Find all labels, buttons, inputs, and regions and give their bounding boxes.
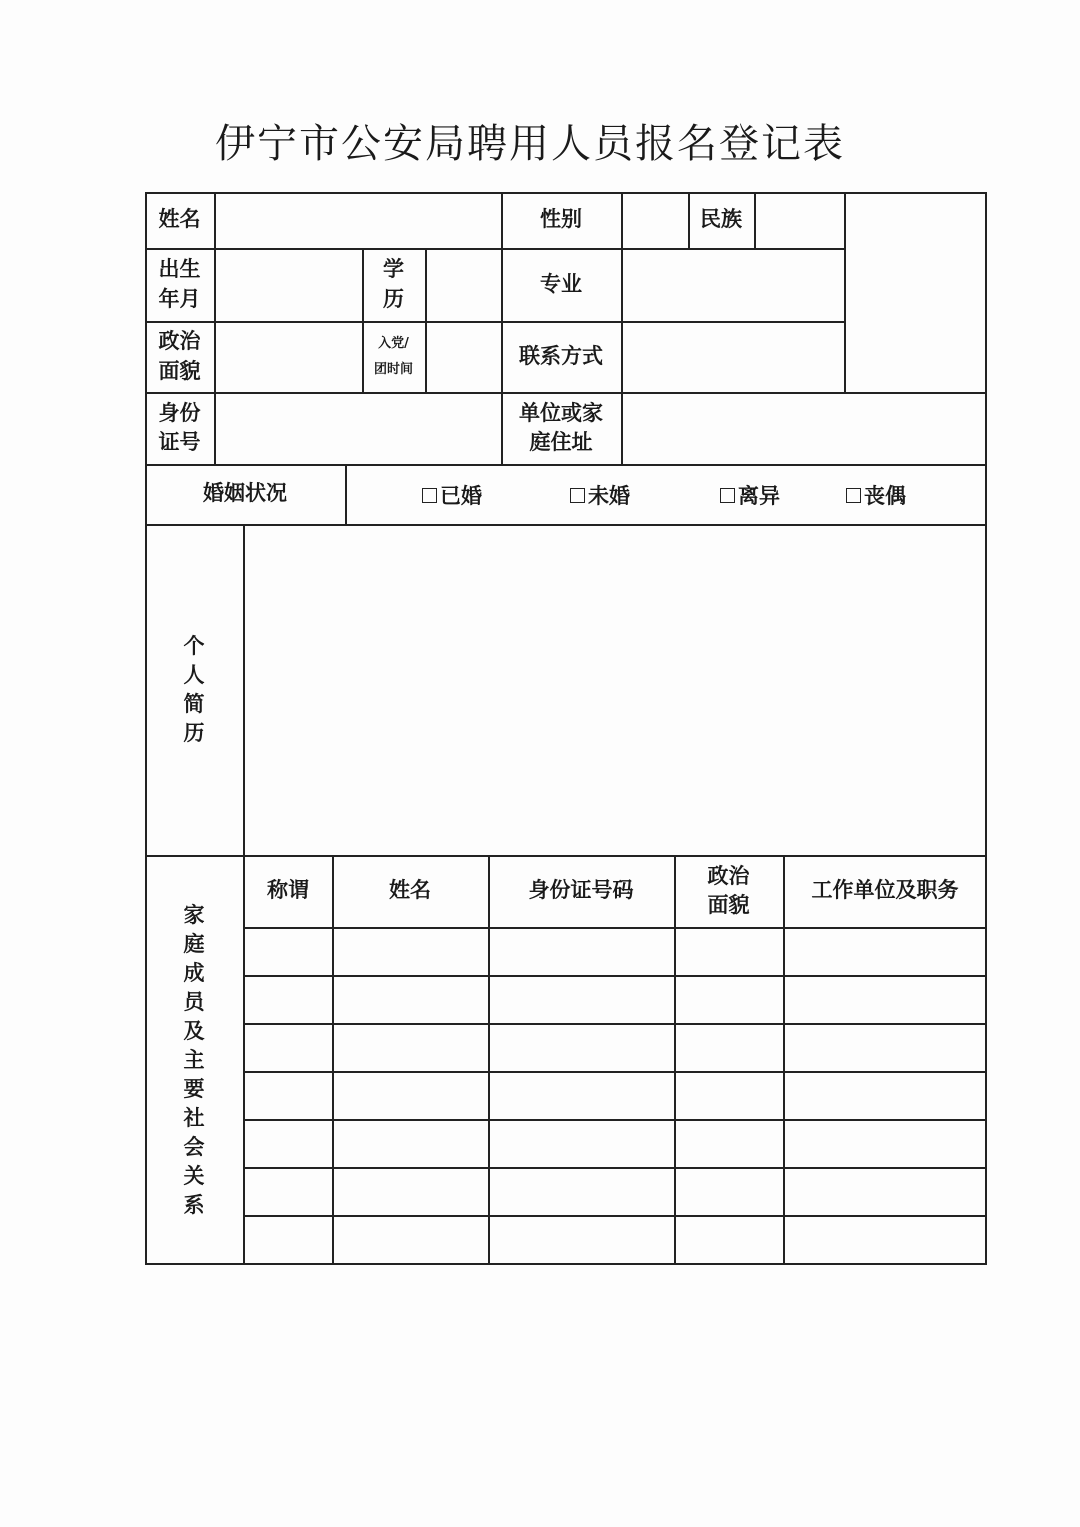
family-table-cell[interactable] [676, 1121, 783, 1167]
family-table-cell[interactable] [334, 1169, 488, 1215]
major-field[interactable] [623, 250, 844, 321]
family-label [145, 855, 243, 1265]
checkbox-icon [846, 488, 861, 503]
photo-box[interactable] [846, 194, 985, 392]
family-table-cell[interactable] [676, 1169, 783, 1215]
family-table-cell[interactable] [785, 1169, 985, 1215]
ethnicity-field[interactable] [756, 194, 844, 248]
family-header-id: 身份证号码 [528, 878, 634, 903]
family-table-cell[interactable] [246, 977, 332, 1023]
family-table-cell[interactable] [490, 1121, 674, 1167]
family-table-cell[interactable] [785, 929, 985, 975]
education-field[interactable] [427, 250, 501, 321]
label-char: 简 [183, 691, 205, 716]
birth-label: 出生 年月 [158, 257, 201, 311]
ethnicity-label: 民族 [700, 207, 742, 232]
gender-label: 性别 [540, 207, 582, 232]
family-table-cell[interactable] [490, 1217, 674, 1263]
resume-field[interactable] [245, 526, 985, 855]
marital-option-divorced[interactable]: 离异 [720, 466, 780, 524]
form-title: 伊宁市公安局聘用人员报名登记表 [215, 121, 845, 167]
education-label: 学 历 [383, 257, 404, 311]
checkbox-icon [422, 488, 437, 503]
political-label: 政治 面貌 [158, 329, 201, 383]
id-number-field[interactable] [216, 394, 501, 464]
label-char: 要 [183, 1076, 205, 1101]
family-header-work: 工作单位及职务 [811, 878, 959, 903]
contact-field[interactable] [623, 323, 844, 392]
id-number-label: 身份 证号 [158, 400, 201, 454]
family-table-cell[interactable] [334, 1217, 488, 1263]
address-field[interactable] [623, 394, 985, 464]
marital-label: 婚姻状况 [203, 481, 287, 506]
family-table-cell[interactable] [334, 977, 488, 1023]
label-char: 关 [183, 1163, 205, 1188]
family-header-political: 政治 面貌 [707, 863, 750, 917]
family-table-cell[interactable] [785, 1073, 985, 1119]
major-label: 专业 [540, 271, 582, 296]
marital-option-unmarried[interactable]: 未婚 [570, 466, 630, 524]
marital-option-married[interactable]: 已婚 [422, 466, 482, 524]
gender-field[interactable] [623, 194, 688, 248]
label-char: 个 [183, 633, 205, 658]
marital-option-widowed[interactable]: 丧偶 [846, 466, 906, 524]
family-table-cell[interactable] [490, 929, 674, 975]
join-party-label: 入党/ 团时间 [373, 335, 413, 377]
family-table-cell[interactable] [246, 929, 332, 975]
name-field[interactable] [216, 194, 501, 248]
checkbox-icon [720, 488, 735, 503]
label-char: 历 [183, 720, 205, 745]
family-table-cell[interactable] [334, 1121, 488, 1167]
label-char: 成 [183, 960, 205, 985]
family-table-cell[interactable] [785, 1025, 985, 1071]
family-table-cell[interactable] [490, 977, 674, 1023]
family-table-cell[interactable] [334, 1025, 488, 1071]
address-label: 单位或家 庭住址 [519, 400, 603, 454]
family-table-cell[interactable] [490, 1025, 674, 1071]
family-header-relation: 称谓 [267, 878, 309, 903]
resume-label [145, 524, 243, 855]
label-char: 系 [183, 1192, 205, 1217]
family-table-cell[interactable] [334, 929, 488, 975]
family-table-cell[interactable] [676, 1025, 783, 1071]
family-table-cell[interactable] [490, 1169, 674, 1215]
family-header-name: 姓名 [389, 878, 431, 903]
label-char: 会 [183, 1134, 205, 1159]
label-char: 家 [183, 902, 205, 927]
label-char: 及 [183, 1018, 205, 1043]
political-field[interactable] [216, 323, 362, 392]
label-char: 主 [183, 1047, 205, 1072]
family-table-cell[interactable] [676, 929, 783, 975]
family-table-cell[interactable] [334, 1073, 488, 1119]
birth-field[interactable] [216, 250, 362, 321]
family-table-cell[interactable] [490, 1073, 674, 1119]
family-table-cell[interactable] [676, 1073, 783, 1119]
family-table-cell[interactable] [246, 1073, 332, 1119]
family-table-cell[interactable] [785, 977, 985, 1023]
family-table-cell[interactable] [246, 1121, 332, 1167]
family-table-cell[interactable] [676, 1217, 783, 1263]
family-table-cell[interactable] [246, 1217, 332, 1263]
contact-label: 联系方式 [519, 343, 603, 368]
join-party-field[interactable] [427, 323, 501, 392]
family-table-cell[interactable] [785, 1121, 985, 1167]
checkbox-icon [570, 488, 585, 503]
family-table-cell[interactable] [246, 1025, 332, 1071]
family-table-cell[interactable] [785, 1217, 985, 1263]
label-char: 人 [183, 662, 205, 687]
family-table-cell[interactable] [676, 977, 783, 1023]
label-char: 社 [183, 1105, 205, 1130]
label-char: 员 [183, 989, 205, 1014]
name-label: 姓名 [158, 207, 201, 232]
family-table-cell[interactable] [246, 1169, 332, 1215]
label-char: 庭 [183, 931, 205, 956]
